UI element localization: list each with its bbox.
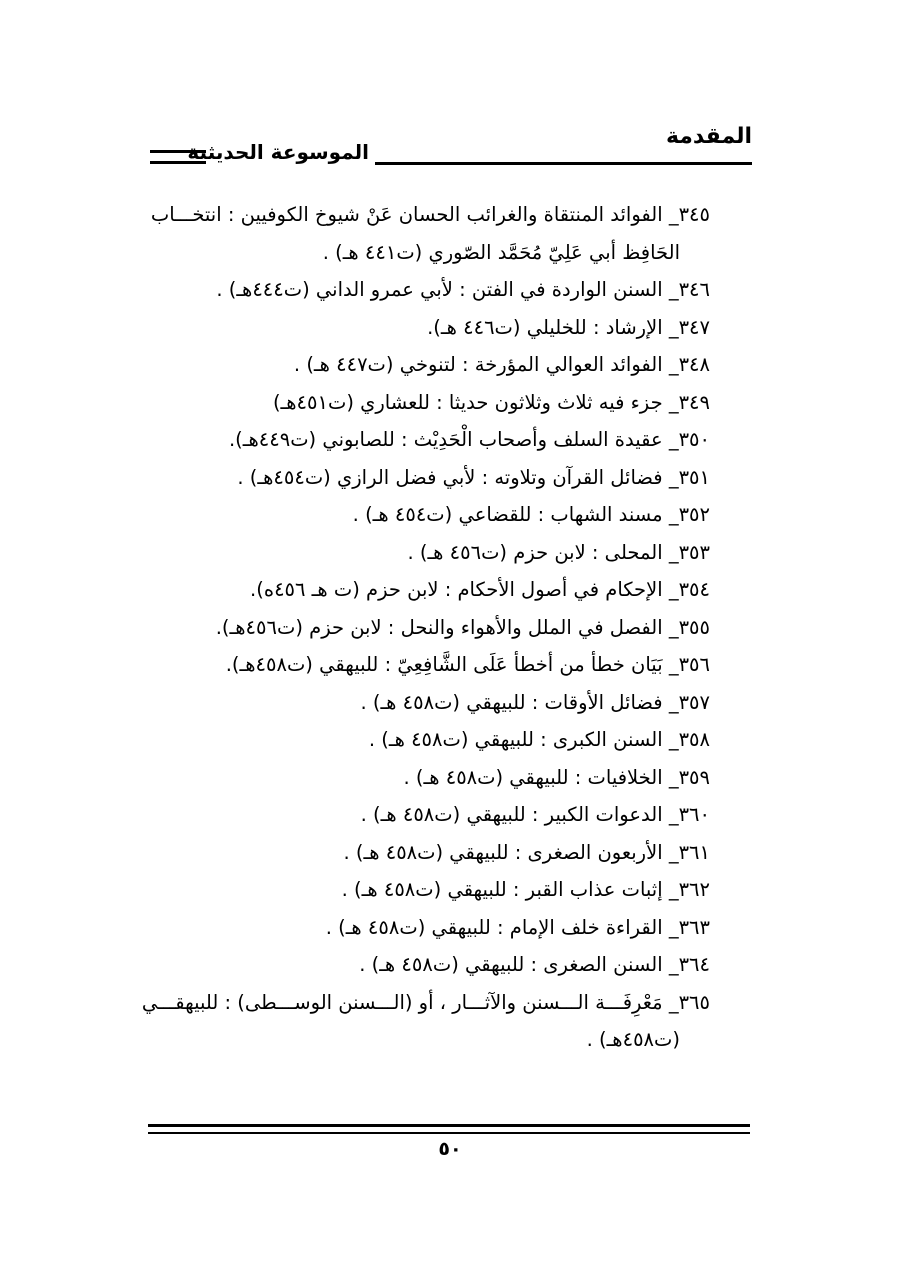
list-item xyxy=(140,196,710,271)
bibliography-list xyxy=(140,196,710,1059)
list-item xyxy=(140,834,710,872)
list-item xyxy=(140,609,710,647)
entry-text: ٣٦٢_ إثبات عذاب القبر : للبيهقي (ت٤٥٨ هـ) . xyxy=(341,878,710,901)
footer-rule xyxy=(148,1124,750,1134)
entry-text: ٣٥٤_ الإحكام في أصول الأحكام : لابن حزم (ت هـ ٤٥٦ه). xyxy=(250,578,710,601)
entry-text: ٣٥٦_ بَيَان خطأ من أخطأ عَلَى الشَّافِعِيّ : للبيهقي (ت٤٥٨هـ). xyxy=(225,653,710,676)
entry-text: ٣٦١_ الأربعون الصغرى : للبيهقي (ت٤٥٨ هـ) . xyxy=(343,840,710,864)
list-item xyxy=(140,984,710,1059)
entry-text: ٣٥٩_ الخلافيات : للبيهقي (ت٤٥٨ هـ) . xyxy=(403,765,710,789)
list-item xyxy=(140,759,710,797)
chapter-title: المقدمة xyxy=(665,124,752,149)
list-item xyxy=(140,309,710,347)
header-rule xyxy=(375,162,752,165)
page-number: ٥٠ xyxy=(438,1138,462,1160)
entry-text: ٣٦٤_ السنن الصغرى : للبيهقي (ت٤٥٨ هـ) . xyxy=(359,953,710,976)
entry-text: ٣٤٩_ جزء فيه ثلاث وثلاثون حديثا : للعشاري (ت٤٥١هـ) xyxy=(272,390,710,414)
list-item xyxy=(140,346,710,384)
list-item xyxy=(140,534,710,572)
entry-text: ٣٤٧_ الإرشاد : للخليلي (ت٤٤٦ هـ). xyxy=(427,315,710,339)
entry-text: ٣٦٥_ مَعْرِفَـــة الـــسنن والآثـــار ، أو (الـــسنن الوســـطى) : للبيهقـــي xyxy=(141,990,710,1014)
list-item xyxy=(140,796,710,834)
entry-text: ٣٤٦_ السنن الواردة في الفتن : لأبي عمرو الداني (ت٤٤٤هـ) . xyxy=(216,278,710,301)
list-item xyxy=(140,459,710,497)
entry-continuation: الحَافِظ أبي عَلِيّ مُحَمَّد الصّوري (ت٤٤١ هـ) . xyxy=(322,240,680,264)
entry-text: ٣٥٥_ الفصل في الملل والأهواء والنحل : لابن حزم (ت٤٥٦هـ). xyxy=(215,615,710,639)
list-item xyxy=(140,946,710,984)
entry-text: ٣٦٣_ القراءة خلف الإمام : للبيهقي (ت٤٥٨ هـ) . xyxy=(325,915,710,939)
entry-text: ٣٥٨_ السنن الكبرى : للبيهقي (ت٤٥٨ هـ) . xyxy=(368,728,710,751)
list-item xyxy=(140,684,710,722)
header-ornament-lines xyxy=(150,150,206,164)
list-item xyxy=(140,871,710,909)
list-item xyxy=(140,271,710,309)
entry-text: ٣٤٨_ الفوائد العوالي المؤرخة : لتنوخي (ت٤٤٧ هـ) . xyxy=(293,353,710,376)
entry-text: ٣٤٥_ الفوائد المنتقاة والغرائب الحسان عَنْ شيوخ الكوفيين : انتخـــاب xyxy=(150,203,710,226)
list-item xyxy=(140,909,710,947)
entry-text: ٣٥٢_ مسند الشهاب : للقضاعي (ت٤٥٤ هـ) . xyxy=(352,503,710,526)
entry-text: ٣٥٠_ عقيدة السلف وأصحاب الْحَدِيْث : للصابوني (ت٤٤٩هـ). xyxy=(228,428,710,451)
book-title: الموسوعة الحديثية xyxy=(187,140,369,164)
entry-text: ٣٥٧_ فضائل الأوقات : للبيهقي (ت٤٥٨ هـ) . xyxy=(360,690,710,714)
list-item xyxy=(140,721,710,759)
list-item xyxy=(140,421,710,459)
page-header xyxy=(140,118,752,174)
entry-text: ٣٥١_ فضائل القرآن وتلاوته : لأبي فضل الرازي (ت٤٥٤هـ) . xyxy=(237,465,710,489)
entry-text: ٣٥٣_ المحلى : لابن حزم (ت٤٥٦ هـ) . xyxy=(407,540,710,564)
entry-continuation: (ت٤٥٨هـ) . xyxy=(586,1028,680,1051)
list-item xyxy=(140,496,710,534)
list-item xyxy=(140,571,710,609)
list-item xyxy=(140,646,710,684)
entry-text: ٣٦٠_ الدعوات الكبير : للبيهقي (ت٤٥٨ هـ) . xyxy=(360,803,710,826)
list-item xyxy=(140,384,710,422)
